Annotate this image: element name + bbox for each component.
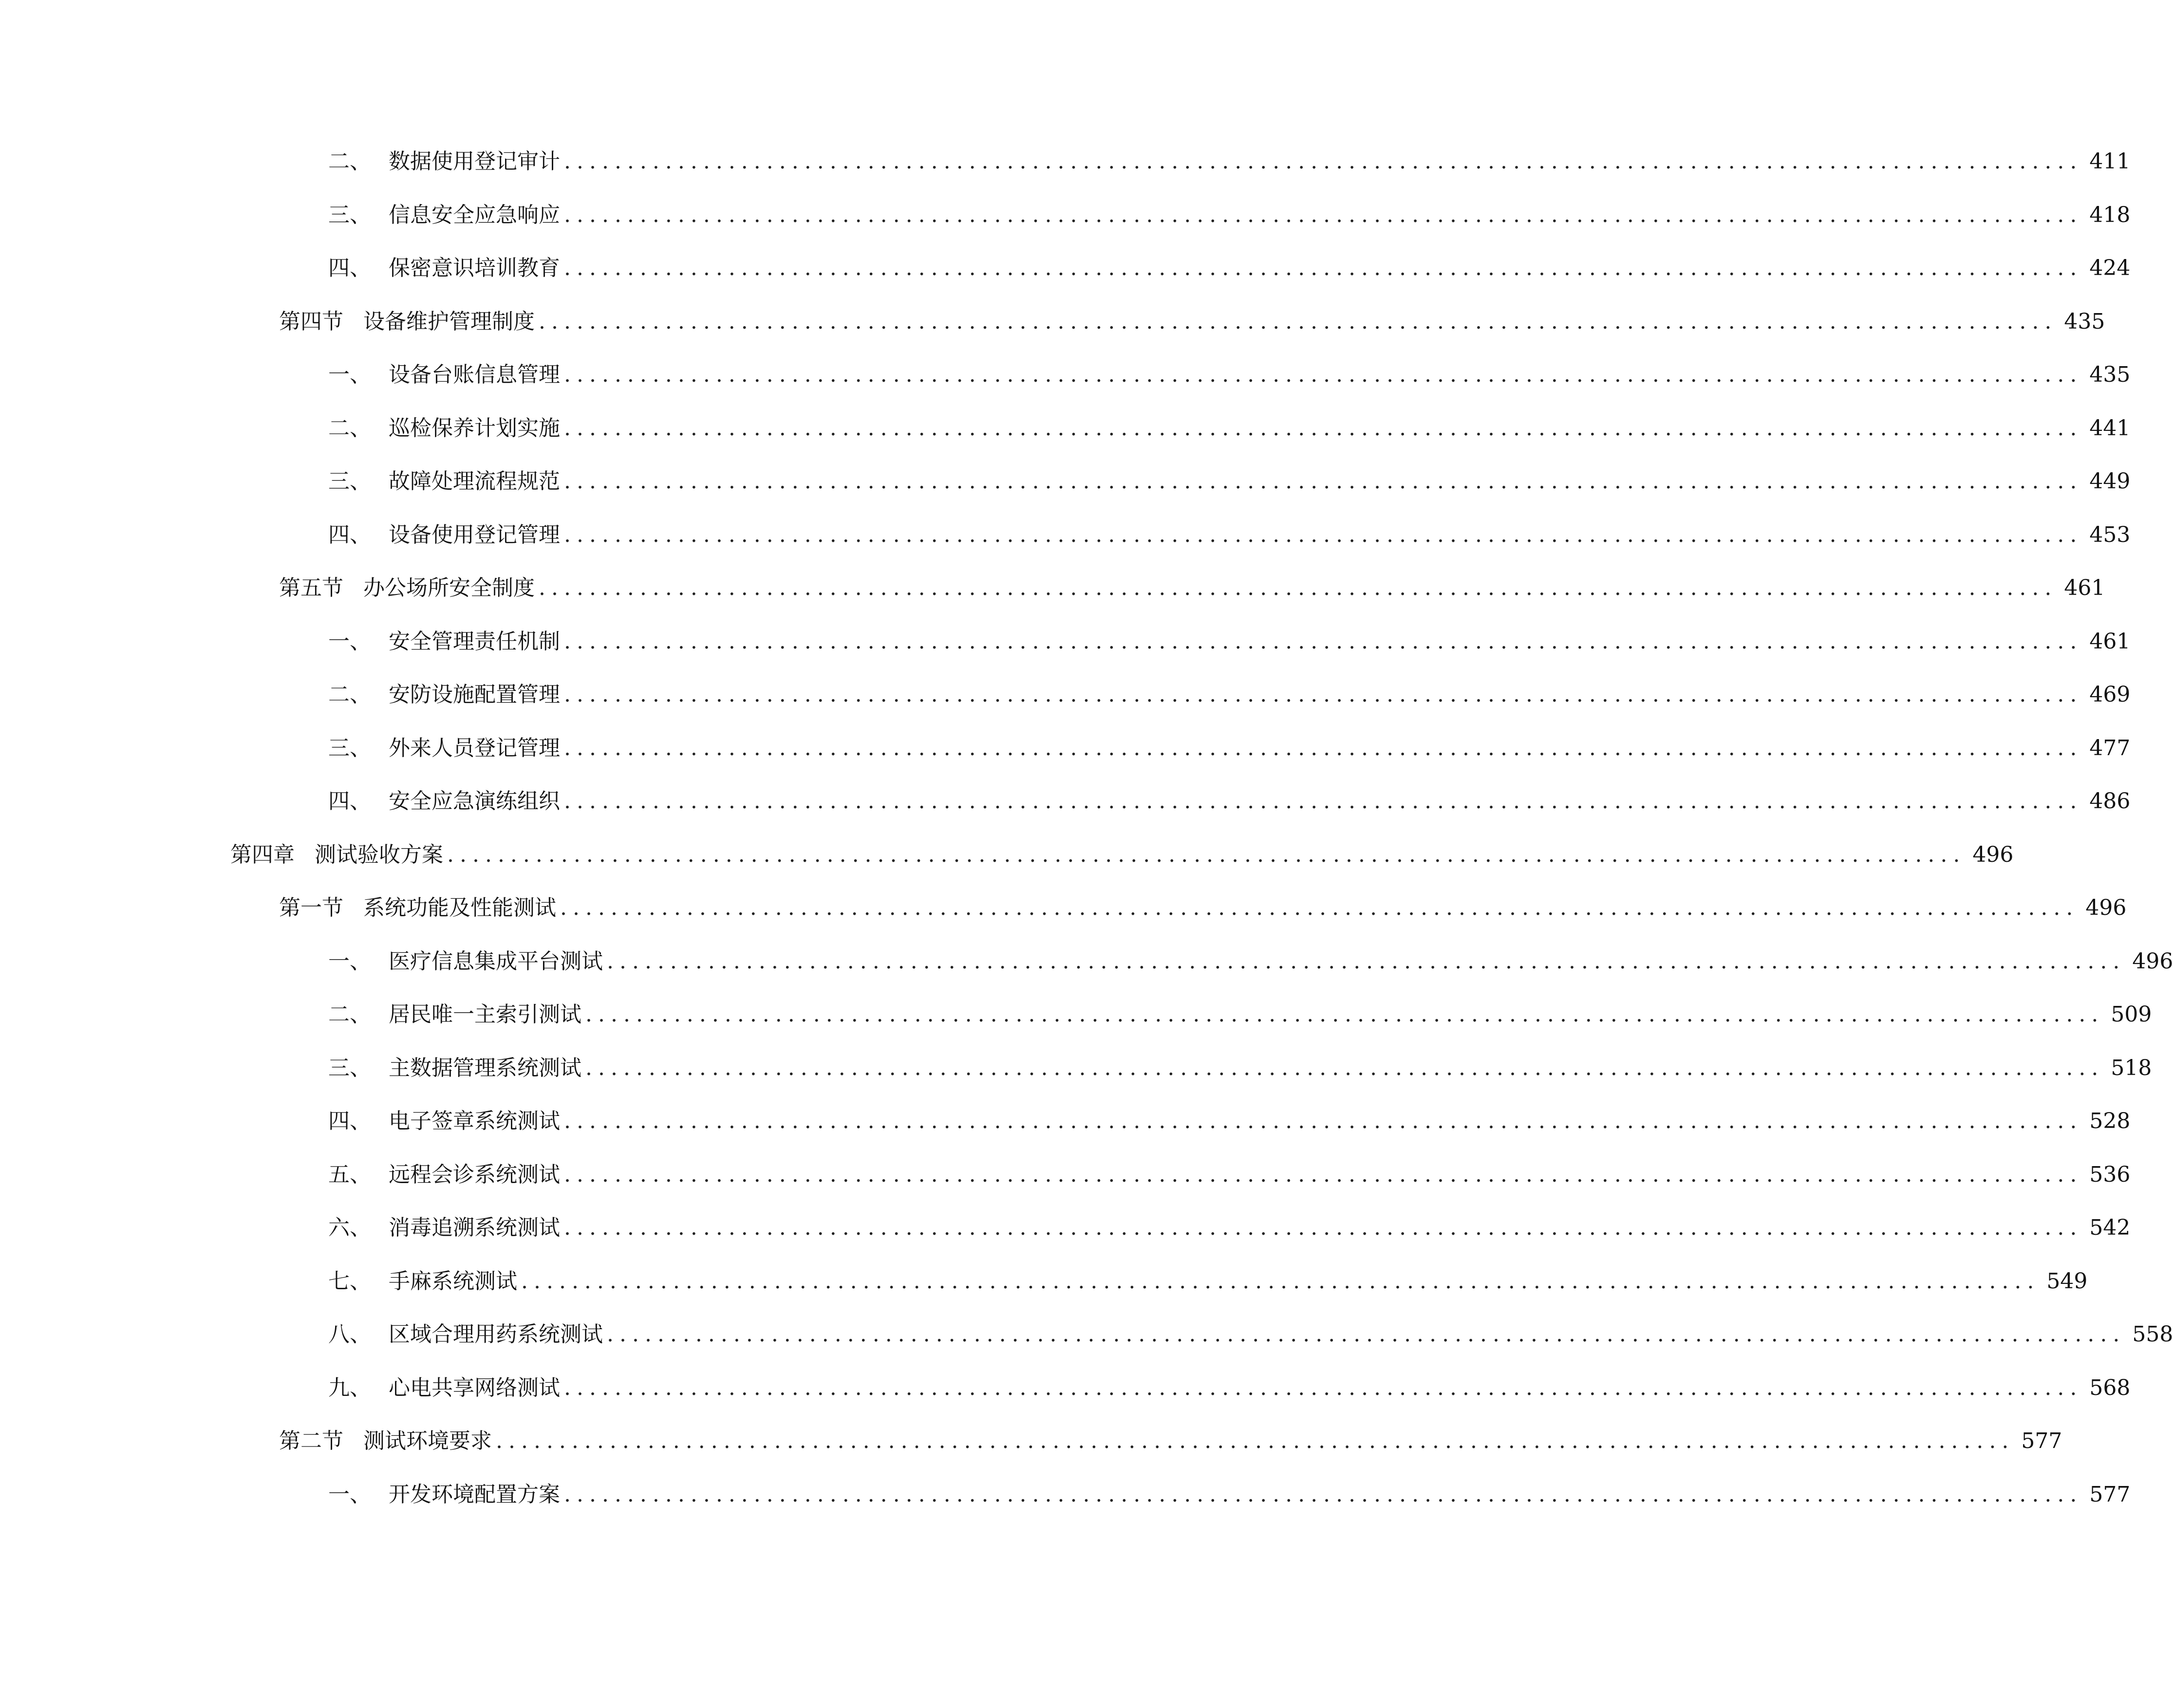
entry-title: 居民唯一主索引测试 — [389, 1002, 581, 1027]
toc-entry[interactable] — [0, 674, 2131, 715]
dot-leader: ........................................................................................................................ — [564, 1375, 2083, 1400]
entry-number: 第四节 — [279, 309, 343, 334]
entry-number: 第四章 — [230, 842, 295, 867]
entry-title: 区域合理用药系统测试 — [389, 1322, 603, 1347]
entry-page-number: 435 — [2064, 309, 2105, 334]
entry-number: 四、 — [328, 256, 371, 280]
dot-leader: ........................................................................................................................ — [564, 789, 2083, 814]
dot-leader: ........................................................................................................................ — [447, 842, 1966, 867]
entry-page-number: 469 — [2089, 682, 2131, 707]
toc-entry[interactable] — [0, 941, 2173, 982]
toc-entry[interactable] — [0, 1261, 2088, 1302]
entry-title: 数据使用登记审计 — [389, 149, 560, 174]
dot-leader: ........................................................................................................................ — [564, 736, 2083, 761]
toc-entry[interactable] — [0, 994, 2152, 1035]
toc-entry[interactable] — [0, 195, 2131, 236]
entry-page-number: 558 — [2132, 1322, 2173, 1347]
toc-entry[interactable] — [0, 1101, 2131, 1142]
toc-entry[interactable] — [0, 621, 2131, 662]
dot-leader: ........................................................................................................................ — [564, 256, 2083, 280]
entry-number: 一、 — [328, 1482, 371, 1507]
entry-number: 八、 — [328, 1322, 371, 1347]
entry-title: 设备维护管理制度 — [363, 309, 535, 334]
dot-leader: ........................................................................................................................ — [539, 309, 2058, 334]
entry-number: 四、 — [328, 789, 371, 814]
entry-page-number: 496 — [2085, 895, 2127, 920]
entry-page-number: 435 — [2089, 362, 2131, 387]
toc-entry[interactable] — [0, 408, 2131, 449]
toc-entry[interactable] — [0, 248, 2131, 289]
dot-leader: ........................................................................................................................ — [564, 1215, 2083, 1240]
entry-number: 九、 — [328, 1375, 371, 1400]
entry-number: 一、 — [328, 629, 371, 654]
toc-entry[interactable] — [0, 835, 2014, 875]
dot-leader: ........................................................................................................................ — [564, 203, 2083, 227]
dot-leader: ........................................................................................................................ — [607, 949, 2126, 974]
dot-leader: ........................................................................................................................ — [496, 1429, 2015, 1453]
entry-page-number: 449 — [2089, 469, 2131, 494]
toc-entry[interactable] — [0, 461, 2131, 502]
entry-page-number: 536 — [2089, 1162, 2131, 1187]
entry-number: 二、 — [328, 682, 371, 707]
entry-title: 设备台账信息管理 — [389, 362, 560, 387]
dot-leader: ........................................................................................................................ — [585, 1056, 2104, 1080]
dot-leader: ........................................................................................................................ — [539, 576, 2058, 600]
entry-number: 第二节 — [279, 1429, 343, 1453]
entry-page-number: 509 — [2111, 1002, 2152, 1027]
entry-number: 三、 — [328, 469, 371, 494]
toc-entry[interactable] — [0, 1048, 2152, 1089]
entry-title: 办公场所安全制度 — [363, 576, 535, 600]
toc-entry[interactable] — [0, 515, 2131, 556]
entry-title: 测试环境要求 — [363, 1429, 492, 1453]
dot-leader: ........................................................................................................................ — [564, 522, 2083, 547]
entry-page-number: 542 — [2089, 1215, 2131, 1240]
entry-title: 外来人员登记管理 — [389, 736, 560, 761]
entry-page-number: 577 — [2089, 1482, 2131, 1507]
entry-page-number: 411 — [2089, 149, 2131, 174]
entry-page-number: 549 — [2046, 1269, 2088, 1294]
dot-leader: ........................................................................................................................ — [564, 362, 2083, 387]
entry-title: 心电共享网络测试 — [389, 1375, 560, 1400]
entry-title: 安全应急演练组织 — [389, 789, 560, 814]
entry-page-number: 461 — [2064, 576, 2105, 600]
entry-title: 信息安全应急响应 — [389, 203, 560, 227]
entry-number: 二、 — [328, 149, 371, 174]
toc-entry[interactable] — [0, 1207, 2131, 1248]
dot-leader: ........................................................................................................................ — [564, 469, 2083, 494]
dot-leader: ........................................................................................................................ — [564, 1482, 2083, 1507]
entry-page-number: 518 — [2111, 1056, 2152, 1080]
entry-title: 电子签章系统测试 — [389, 1109, 560, 1133]
entry-page-number: 528 — [2089, 1109, 2131, 1133]
entry-page-number: 477 — [2089, 736, 2131, 761]
entry-number: 七、 — [328, 1269, 371, 1294]
entry-number: 一、 — [328, 949, 371, 974]
entry-page-number: 496 — [1972, 842, 2014, 867]
entry-number: 第五节 — [279, 576, 343, 600]
dot-leader: ........................................................................................................................ — [564, 1109, 2083, 1133]
entry-title: 安防设施配置管理 — [389, 682, 560, 707]
dot-leader: ........................................................................................................................ — [564, 682, 2083, 707]
entry-number: 二、 — [328, 1002, 371, 1027]
entry-number: 一、 — [328, 362, 371, 387]
entry-page-number: 568 — [2089, 1375, 2131, 1400]
toc-entry[interactable] — [0, 1154, 2131, 1195]
entry-number: 四、 — [328, 1109, 371, 1133]
entry-number: 六、 — [328, 1215, 371, 1240]
entry-number: 三、 — [328, 203, 371, 227]
entry-title: 故障处理流程规范 — [389, 469, 560, 494]
dot-leader: ........................................................................................................................ — [521, 1269, 2040, 1294]
dot-leader: ........................................................................................................................ — [564, 629, 2083, 654]
entry-page-number: 577 — [2021, 1429, 2062, 1453]
entry-number: 四、 — [328, 522, 371, 547]
entry-title: 手麻系统测试 — [389, 1269, 517, 1294]
entry-page-number: 418 — [2089, 203, 2131, 227]
entry-number: 第一节 — [279, 895, 343, 920]
dot-leader: ........................................................................................................................ — [564, 416, 2083, 441]
dot-leader: ........................................................................................................................ — [560, 895, 2079, 920]
toc-entry[interactable] — [0, 888, 2127, 928]
entry-page-number: 461 — [2089, 629, 2131, 654]
entry-page-number: 496 — [2132, 949, 2173, 974]
entry-title: 消毒追溯系统测试 — [389, 1215, 560, 1240]
entry-number: 三、 — [328, 1056, 371, 1080]
entry-number: 三、 — [328, 736, 371, 761]
entry-title: 安全管理责任机制 — [389, 629, 560, 654]
entry-page-number: 486 — [2089, 789, 2131, 814]
toc-entry[interactable] — [0, 1421, 2062, 1462]
entry-number: 五、 — [328, 1162, 371, 1187]
toc-entry[interactable] — [0, 728, 2131, 769]
entry-title: 开发环境配置方案 — [389, 1482, 560, 1507]
toc-entry[interactable] — [0, 1474, 2131, 1515]
toc-entry[interactable] — [0, 301, 2105, 342]
entry-title: 远程会诊系统测试 — [389, 1162, 560, 1187]
entry-title: 测试验收方案 — [315, 842, 443, 867]
toc-entry[interactable] — [0, 1314, 2173, 1355]
toc-entry[interactable] — [0, 354, 2131, 395]
entry-number: 二、 — [328, 416, 371, 441]
dot-leader: ........................................................................................................................ — [564, 149, 2083, 174]
entry-title: 巡检保养计划实施 — [389, 416, 560, 441]
toc-entry[interactable] — [0, 141, 2131, 182]
entry-title: 医疗信息集成平台测试 — [389, 949, 603, 974]
dot-leader: ........................................................................................................................ — [607, 1322, 2126, 1347]
toc-entry[interactable] — [0, 568, 2105, 609]
entry-page-number: 424 — [2089, 256, 2131, 280]
entry-title: 主数据管理系统测试 — [389, 1056, 581, 1080]
entry-title: 设备使用登记管理 — [389, 522, 560, 547]
dot-leader: ........................................................................................................................ — [585, 1002, 2104, 1027]
toc-entry[interactable] — [0, 1368, 2131, 1409]
toc-entry[interactable] — [0, 781, 2131, 822]
dot-leader: ........................................................................................................................ — [564, 1162, 2083, 1187]
entry-page-number: 453 — [2089, 522, 2131, 547]
entry-title: 系统功能及性能测试 — [363, 895, 556, 920]
entry-title: 保密意识培训教育 — [389, 256, 560, 280]
entry-page-number: 441 — [2089, 416, 2131, 441]
